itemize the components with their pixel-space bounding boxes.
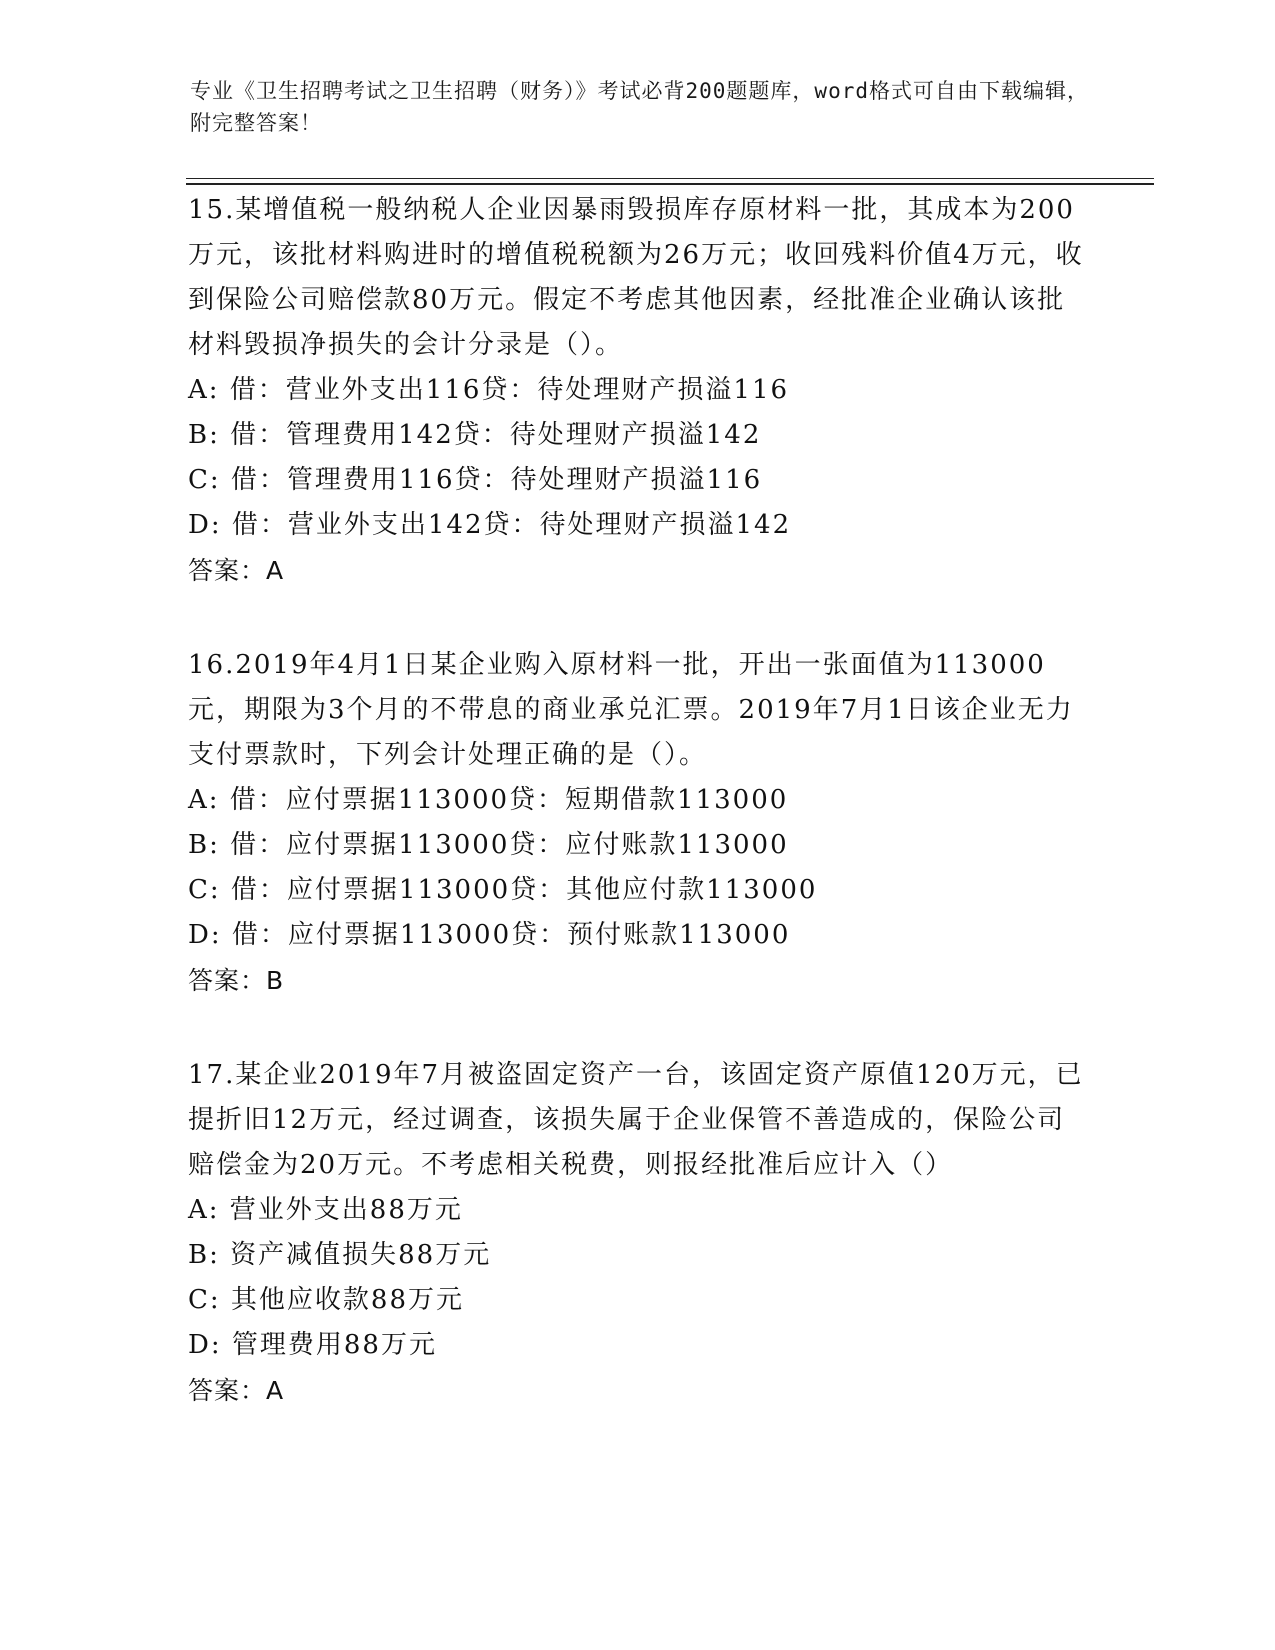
document-header: 专业《卫生招聘考试之卫生招聘（财务）》考试必背200题题库，word格式可自由下载编辑，附完整答案！ xyxy=(190,79,1089,135)
option-c: C: 借：管理费用116贷：待处理财产损溢116 xyxy=(188,465,763,495)
option-a: A: 借：营业外支出116贷：待处理财产损溢116 xyxy=(188,375,790,405)
question-stem: 16.2019年4月1日某企业购入原材料一批，开出一张面值为113000元，期限为3个月的不带息的商业承兑汇票。2019年7月1日该企业无力支付票款时，下列会计处理正确的是（）。 xyxy=(188,650,1074,770)
answer: 答案：A xyxy=(188,1376,285,1405)
option-b: B: 借：应付票据113000贷：应付账款113000 xyxy=(188,830,789,860)
option-d: D: 借：营业外支出142贷：待处理财产损溢142 xyxy=(188,510,792,540)
question-stem: 17.某企业2019年7月被盗固定资产一台，该固定资产原值120万元，已提折旧12万元，经过调查，该损失属于企业保管不善造成的，保险公司赔偿金为20万元。不考虑相关税费，则报经批准后应计入（） xyxy=(188,1060,1084,1180)
header-divider-thick xyxy=(186,183,1154,185)
option-d: D: 管理费用88万元 xyxy=(188,1330,437,1360)
header-divider-thin xyxy=(186,178,1154,179)
option-d: D: 借：应付票据113000贷：预付账款113000 xyxy=(188,920,791,950)
option-c: C: 其他应收款88万元 xyxy=(188,1285,465,1315)
answer: 答案：B xyxy=(188,966,285,995)
option-b: B: 借：管理费用142贷：待处理财产损溢142 xyxy=(188,420,762,450)
option-a: A: 借：应付票据113000贷：短期借款113000 xyxy=(188,785,789,815)
option-b: B: 资产减值损失88万元 xyxy=(188,1240,492,1270)
option-a: A: 营业外支出88万元 xyxy=(188,1195,463,1225)
question-17 xyxy=(188,1053,1088,1413)
question-16 xyxy=(188,643,1088,1003)
question-15 xyxy=(188,188,1088,593)
option-c: C: 借：应付票据113000贷：其他应付款113000 xyxy=(188,875,818,905)
question-stem: 15.某增值税一般纳税人企业因暴雨毁损库存原材料一批，其成本为200万元，该批材料购进时的增值税税额为26万元；收回残料价值4万元，收到保险公司赔偿款80万元。假定不考虑其他因素，经批准企业确认该批材料毁损净损失的会计分录是（）。 xyxy=(188,195,1084,360)
answer: 答案：A xyxy=(188,556,285,585)
